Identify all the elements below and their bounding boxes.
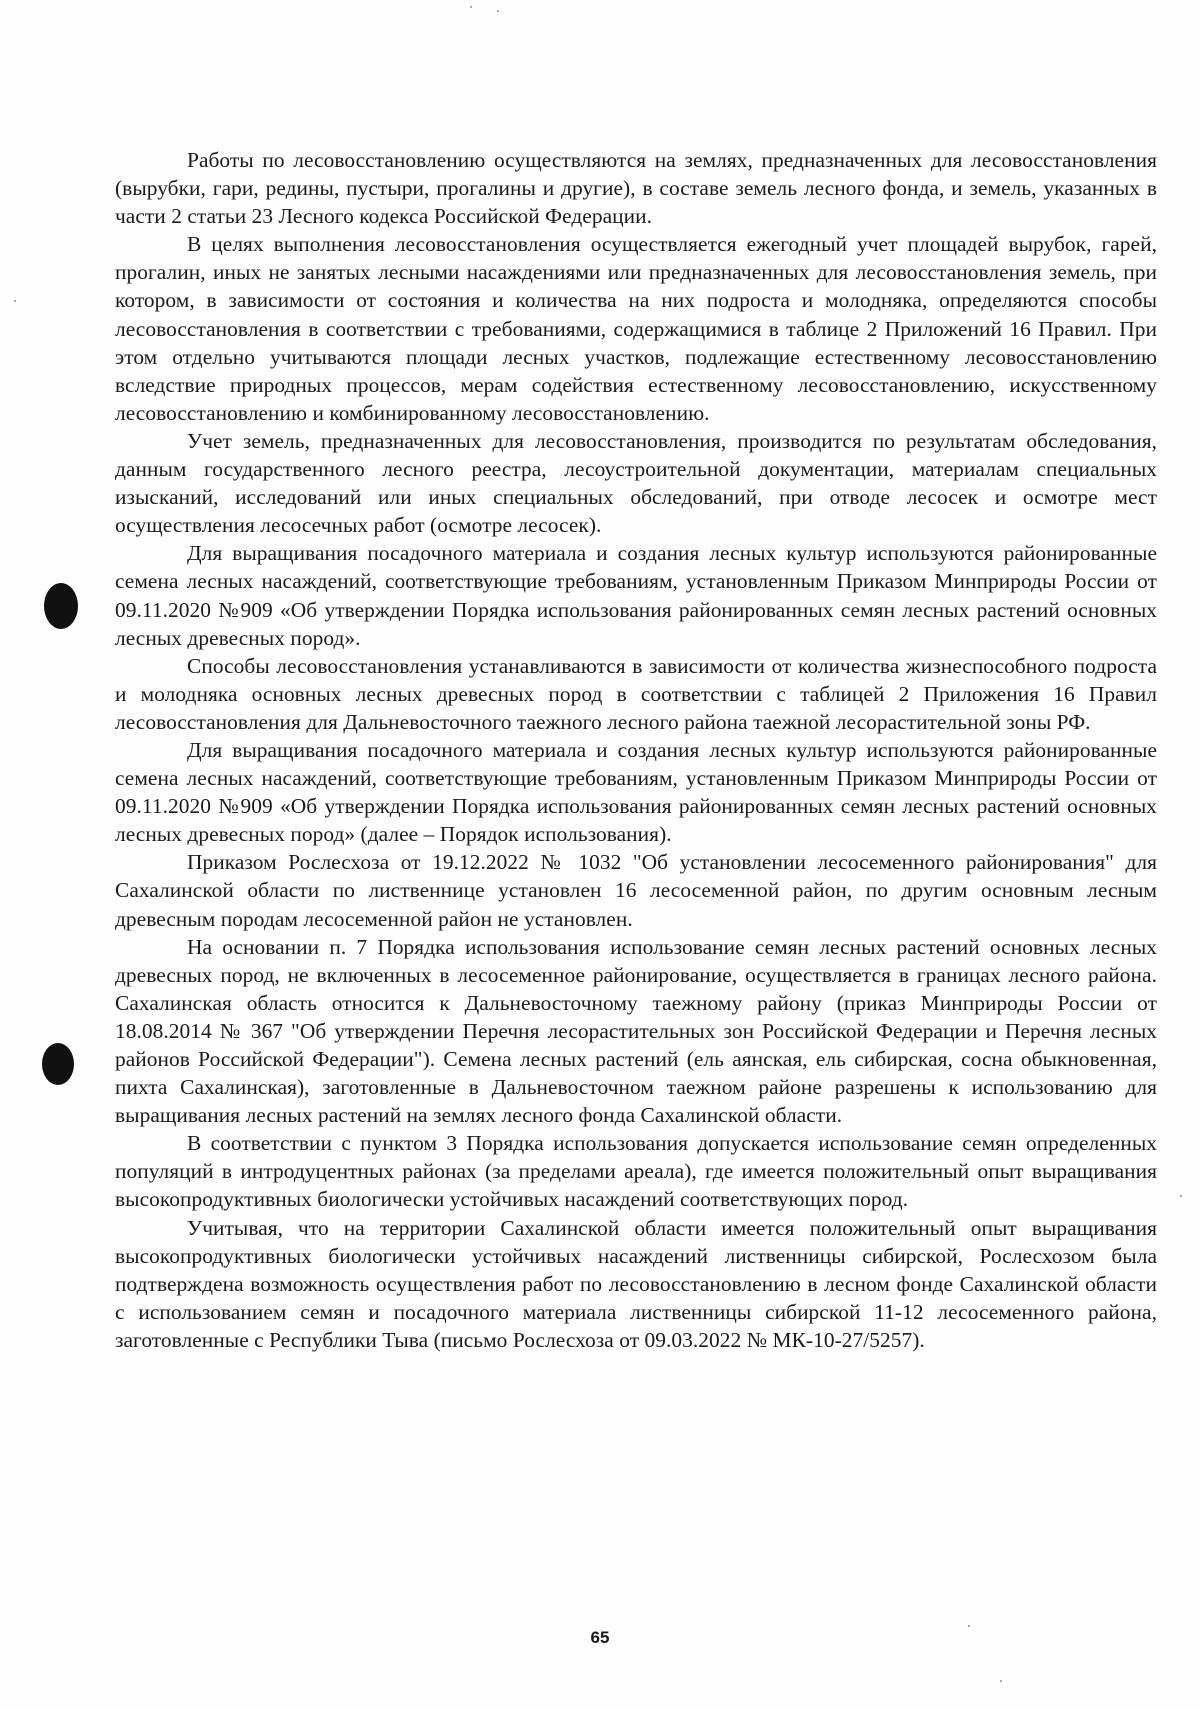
scan-speck — [14, 300, 16, 302]
paragraph: Для выращивания посадочного материала и создания лесных культур используются районированные семена лесных насаждений, соответствующие требованиям, установленным Приказом Минприроды России от 09.11.2020 №909 «Об утверждении Порядка использования районированных семян лесных растений основных лесных древесных пород» (далее – Порядок использования). — [115, 737, 1157, 847]
scan-speck — [470, 6, 472, 8]
punch-hole-mark — [42, 1043, 74, 1085]
paragraph: В целях выполнения лесовосстановления осуществляется ежегодный учет площадей вырубок, гарей, прогалин, иных не занятых лесными насаждениями или предназначенных для лесовосстановления земель, при котором, в зависимости от состояния и количества на них подроста и молодняка, определяются способы лесовосстановления в соответствии с требованиями, содержащимися в таблице 2 Приложений 16 Правил. При этом отдельно учитываются площади лесных участков, подлежащие естественному лесовосстановлению вследствие природных процессов, мерам содействия естественному лесовосстановлению, искусственному лесовосстановлению и комбинированному лесовосстановлению. — [115, 232, 1157, 425]
paragraph: Учитывая, что на территории Сахалинской области имеется положительный опыт выращивания высокопродуктивных биологически устойчивых насаждений лиственницы сибирской, Рослесхозом была подтверждена возможность осуществления работ по лесовосстановлению в лесном фонде Сахалинской области с использованием семян и посадочного материала лиственницы сибирской 11-12 лесосеменного района, заготовленные с Республики Тыва (письмо Рослесхоза от 09.03.2022 № МК-10-27/5257). — [115, 1215, 1157, 1352]
paragraph: В соответствии с пунктом 3 Порядка использования допускается использование семян определенных популяций в интродуцентных районах (за пределами ареала), где имеется положительный опыт выращивания высокопродуктивных биологически устойчивых насаждений соответствующих пород. — [115, 1131, 1157, 1212]
page-number: 65 — [590, 1628, 610, 1647]
paragraph: На основании п. 7 Порядка использования использование семян лесных растений основных лесных древесных пород, не включенных в лесосеменное районирование, осуществляется в границах лесного района. Сахалинская область относится к Дальневосточному таежному району (приказ Минприроды России от 18.08.2014 № 367 "Об утверждении Перечня лесорастительных зон Российской Федерации и Перечня лесных районов Российской Федерации"). Семена лесных растений (ель аянская, ель сибирская, сосна обыкновенная, пихта Сахалинская), заготовленные в Дальневосточном таежном районе разрешены к использованию для выращивания лесных растений на землях лесного фонда Сахалинской области. — [115, 934, 1157, 1128]
scan-speck — [968, 1625, 970, 1627]
paragraph: Работы по лесовосстановлению осуществляются на землях, предназначенных для лесовосстановления (вырубки, гари, редины, пустыри, прогалины и другие), в составе земель лесного фонда, и земель, указанных в части 2 статьи 23 Лесного кодекса Российской Федерации. — [115, 148, 1157, 229]
scan-speck — [1000, 1680, 1002, 1682]
scan-speck — [497, 10, 499, 12]
paragraph: Для выращивания посадочного материала и создания лесных культур используются районированные семена лесных насаждений, соответствующие требованиям, установленным Приказом Минприроды России от 09.11.2020 №909 «Об утверждении Порядка использования районированных семян лесных растений основных лесных древесных пород». — [115, 541, 1157, 650]
paragraph: Приказом Рослесхоза от 19.12.2022 № 1032 "Об установлении лесосеменного районирования" для Сахалинской области по лиственнице установлен 16 лесосеменной район, по другим основным лесным древесным породам лесосеменной район не установлен. — [115, 850, 1157, 931]
paragraph: Способы лесовосстановления устанавливаются в зависимости от количества жизнеспособного подроста и молодняка основных лесных древесных пород в соответствии с таблицей 2 Приложения 16 Правил лесовосстановления для Дальневосточного таежного лесного района таежной лесорастительной зоны РФ. — [115, 653, 1157, 734]
punch-hole-mark — [44, 583, 78, 629]
scan-speck — [1180, 1195, 1182, 1197]
paragraph: Учет земель, предназначенных для лесовосстановления, производится по результатам обследования, данным государственного лесного реестра, лесоустроительной документации, материалам специальных изысканий, исследований или иных специальных обследований, при отводе лесосек и осмотре мест осуществления лесосечных работ (осмотре лесосек). — [115, 428, 1157, 538]
document-body — [115, 146, 1157, 1354]
